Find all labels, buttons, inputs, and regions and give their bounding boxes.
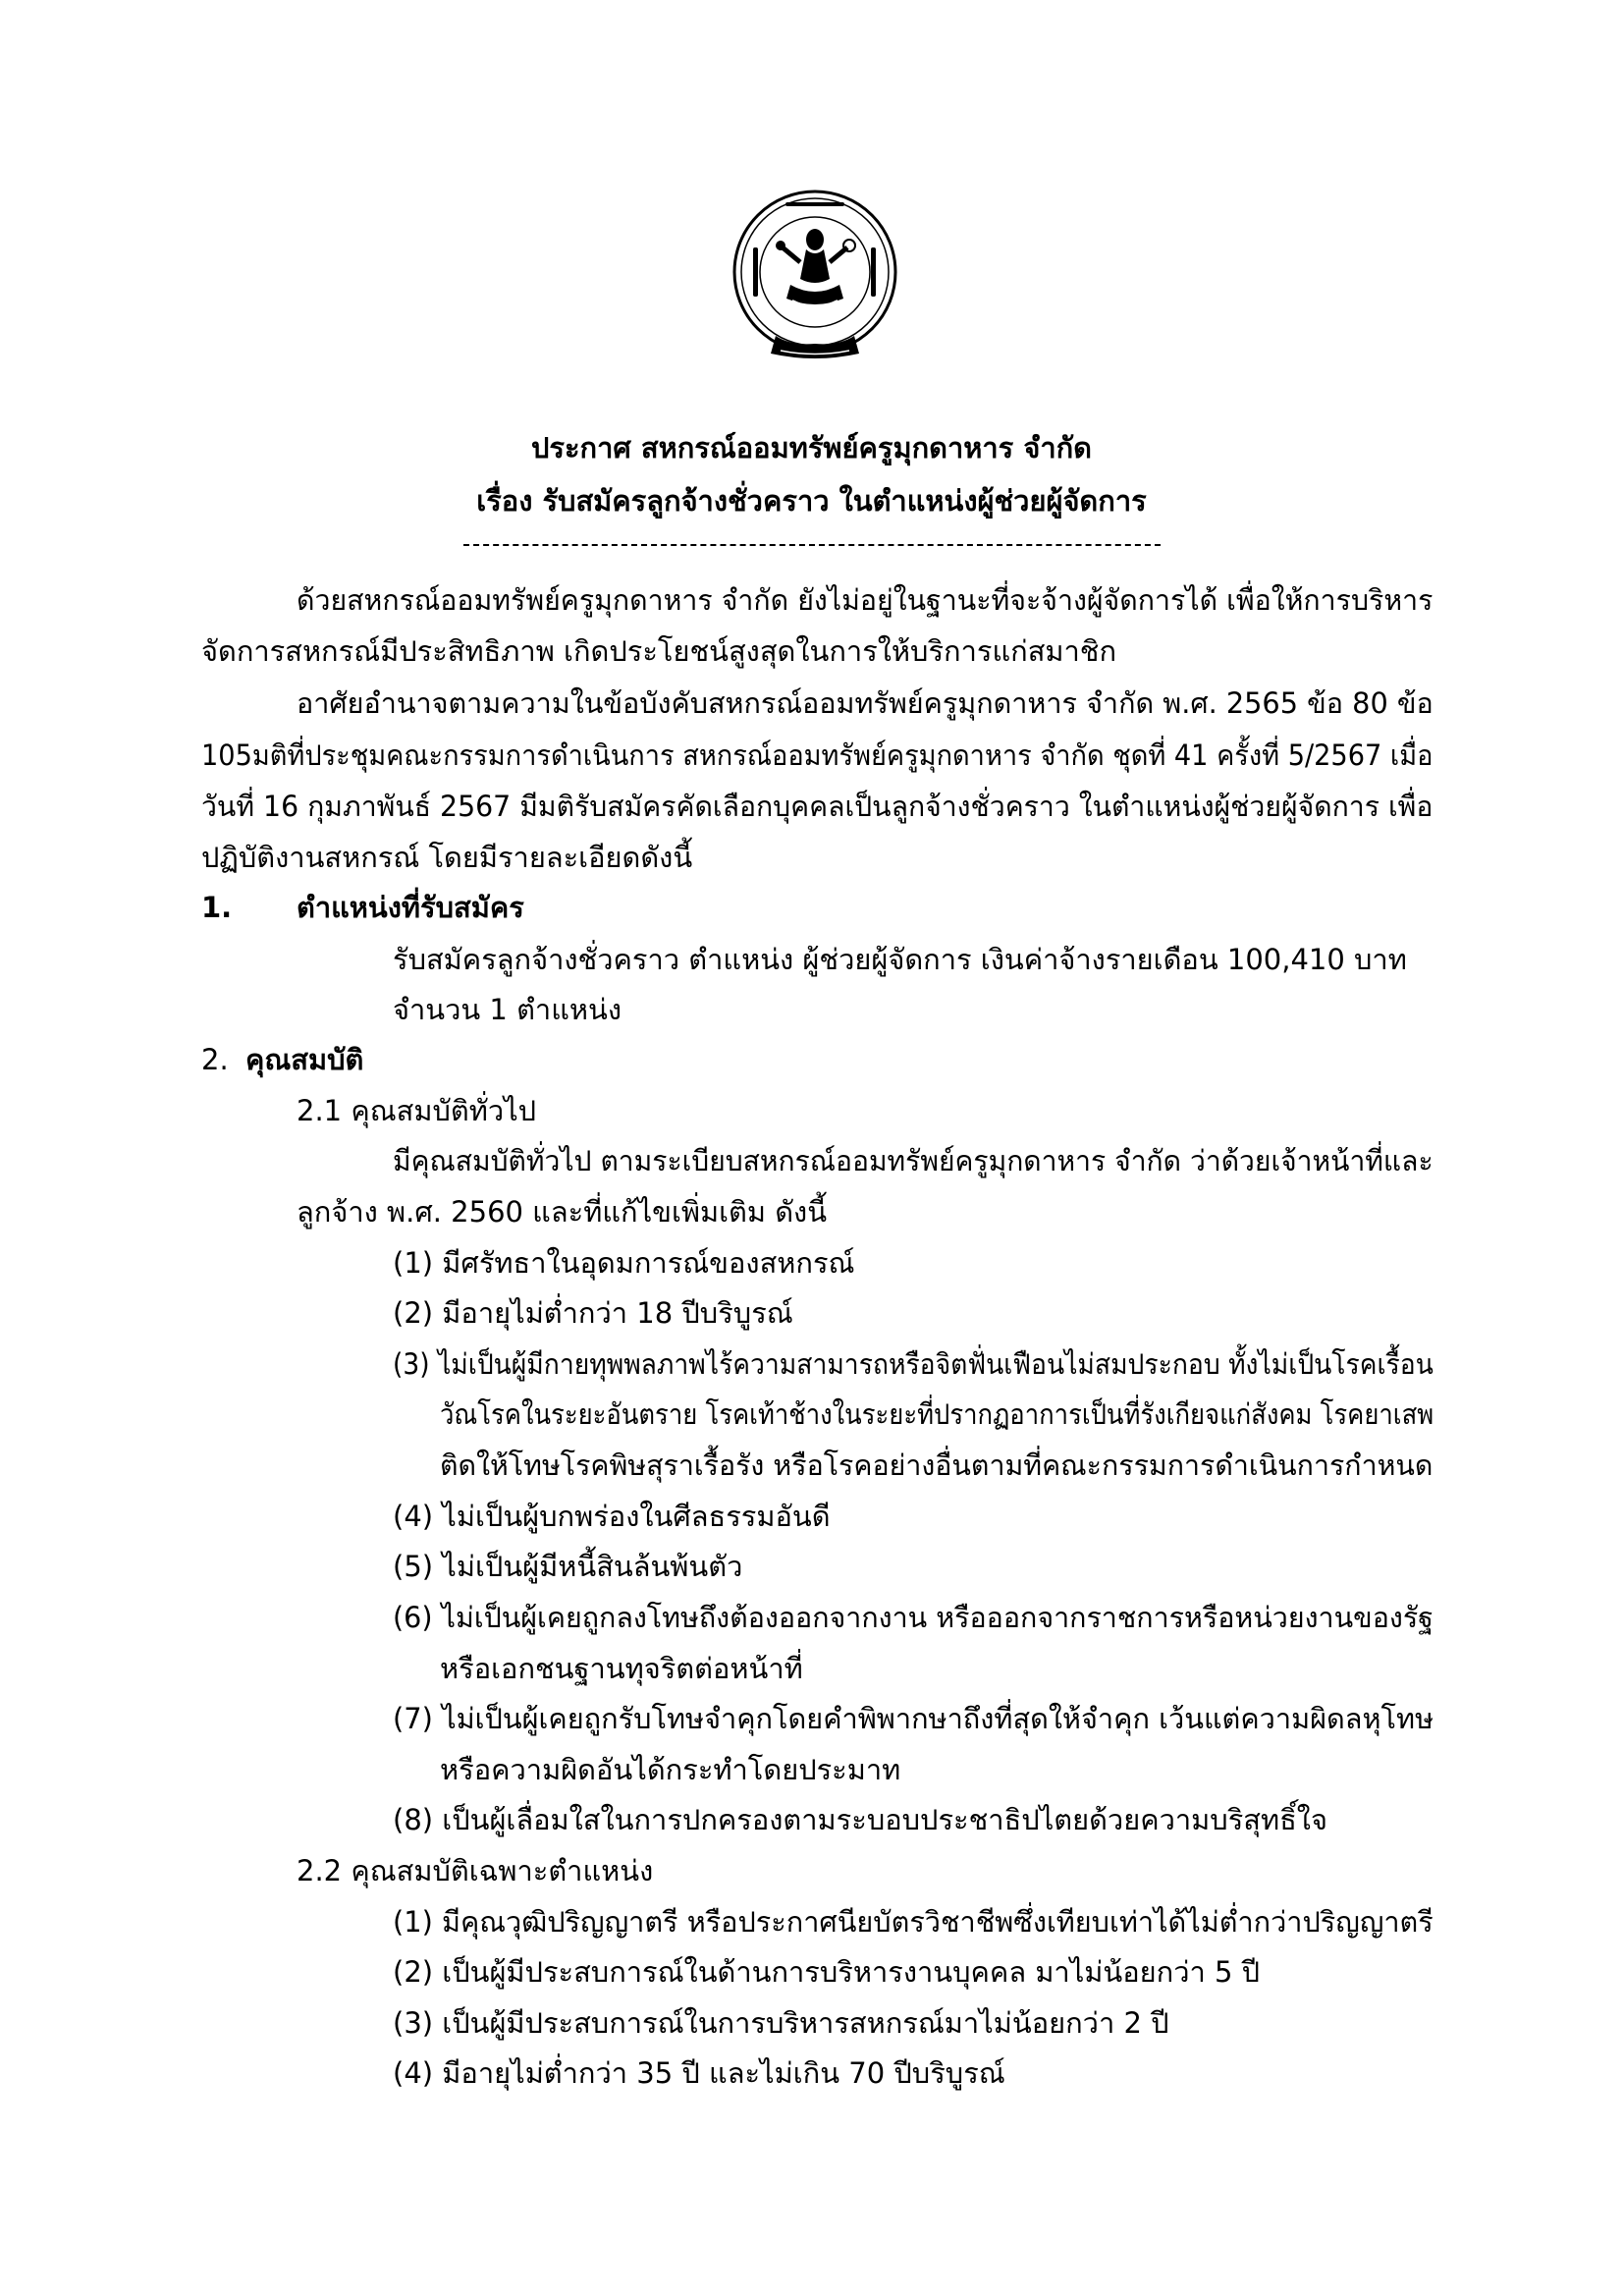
intro-p2-line2: 105มติที่ประชุมคณะกรรมการดำเนินการ สหกรณ์ออมทรัพย์ครูมุกดาหาร จำกัด ชุดที่ 41 ครั้งที่ 5/2567 เมื่อ bbox=[201, 738, 1434, 772]
intro-p2-line4: ปฏิบัติงานสหกรณ์ โดยมีรายละเอียดดังนี้ bbox=[201, 841, 693, 874]
specific-item-1: (1) มีคุณวุฒิปริญญาตรี หรือประกาศนียบัตรวิชาชีพซึ่งเทียบเท่าได้ไม่ต่ำกว่าปริญญาตรี bbox=[393, 1905, 1434, 1939]
intro-p1-line2: จัดการสหกรณ์มีประสิทธิภาพ เกิดประโยชน์สูงสุดในการให้บริการแก่สมาชิก bbox=[201, 634, 1117, 668]
general-item-7-line1: (7) ไม่เป็นผู้เคยถูกรับโทษจำคุกโดยคำพิพากษาถึงที่สุดให้จำคุก เว้นแต่ความผิดลหุโทษ bbox=[393, 1702, 1434, 1735]
specific-qualifications-heading: 2.2 คุณสมบัติเฉพาะตำแหน่ง bbox=[297, 1854, 654, 1887]
general-intro-line2: ลูกจ้าง พ.ศ. 2560 และที่แก้ไขเพิ่มเติม ดังนี้ bbox=[297, 1195, 828, 1229]
general-item-4: (4) ไม่เป็นผู้บกพร่องในศีลธรรมอันดี bbox=[393, 1500, 831, 1533]
general-qualifications-heading: 2.1 คุณสมบัติทั่วไป bbox=[297, 1094, 537, 1127]
general-item-1: (1) มีศรัทธาในอุดมการณ์ของสหกรณ์ bbox=[393, 1246, 855, 1280]
section1-number: 1. bbox=[201, 891, 233, 924]
specific-item-4: (4) มีอายุไม่ต่ำกว่า 35 ปี และไม่เกิน 70 ปีบริบูรณ์ bbox=[393, 2056, 1005, 2090]
general-item-6-line1: (6) ไม่เป็นผู้เคยถูกลงโทษถึงต้องออกจากงาน หรือออกจากราชการหรือหน่วยงานของรัฐ bbox=[393, 1601, 1434, 1634]
specific-item-2: (2) เป็นผู้มีประสบการณ์ในด้านการบริหารงานบุคคล มาไม่น้อยกว่า 5 ปี bbox=[393, 1955, 1261, 1989]
title-separator bbox=[463, 544, 1161, 546]
announcement-subject: เรื่อง รับสมัครลูกจ้างชั่วคราว ในตำแหน่งผู้ช่วยผู้จัดการ bbox=[476, 484, 1147, 518]
section1-line2: จำนวน 1 ตำแหน่ง bbox=[393, 993, 622, 1026]
general-item-8: (8) เป็นผู้เลื่อมใสในการปกครองตามระบอบประชาธิปไตยด้วยความบริสุทธิ์ใจ bbox=[393, 1803, 1327, 1836]
section1-heading: ตำแหน่งที่รับสมัคร bbox=[297, 891, 524, 924]
general-item-6-line2: หรือเอกชนฐานทุจริตต่อหน้าที่ bbox=[440, 1652, 803, 1685]
general-item-2: (2) มีอายุไม่ต่ำกว่า 18 ปีบริบูรณ์ bbox=[393, 1296, 793, 1330]
intro-p2-line3: วันที่ 16 กุมภาพันธ์ 2567 มีมติรับสมัครคัดเลือกบุคคลเป็นลูกจ้างชั่วคราว ในตำแหน่งผู้ช่วยผู้จัดการ เพื่อ bbox=[201, 790, 1434, 823]
section2-heading: คุณสมบัติ bbox=[245, 1043, 364, 1076]
general-item-5: (5) ไม่เป็นผู้มีหนี้สินล้นพ้นตัว bbox=[393, 1550, 743, 1583]
intro-p2-line1: อาศัยอำนาจตามความในข้อบังคับสหกรณ์ออมทรัพย์ครูมุกดาหาร จำกัด พ.ศ. 2565 ข้อ 80 ข้อ bbox=[297, 686, 1434, 720]
announcement-title: ประกาศ สหกรณ์ออมทรัพย์ครูมุกดาหาร จำกัด bbox=[530, 431, 1093, 465]
cooperative-seal-logo bbox=[731, 189, 898, 380]
section1-line1: รับสมัครลูกจ้างชั่วคราว ตำแหน่ง ผู้ช่วยผู้จัดการ เงินค่าจ้างรายเดือน 100,410 บาท bbox=[393, 943, 1407, 976]
general-item-7-line2: หรือความผิดอันได้กระทำโดยประมาท bbox=[440, 1753, 901, 1786]
section2-number: 2. bbox=[201, 1043, 229, 1076]
intro-p1-line1: ด้วยสหกรณ์ออมทรัพย์ครูมุกดาหาร จำกัด ยังไม่อยู่ในฐานะที่จะจ้างผู้จัดการได้ เพื่อให้การบริหาร bbox=[297, 583, 1434, 617]
general-item-3-line2: วัณโรคในระยะอันตราย โรคเท้าช้างในระยะที่ปรากฏอาการเป็นที่รังเกียจแก่สังคม โรคยาเสพ bbox=[440, 1397, 1434, 1431]
specific-item-3: (3) เป็นผู้มีประสบการณ์ในการบริหารสหกรณ์มาไม่น้อยกว่า 2 ปี bbox=[393, 2006, 1169, 2040]
general-intro-line1: มีคุณสมบัติทั่วไป ตามระเบียบสหกรณ์ออมทรัพย์ครูมุกดาหาร จำกัด ว่าด้วยเจ้าหน้าที่และ bbox=[393, 1144, 1434, 1177]
general-item-3-line1: (3) ไม่เป็นผู้มีกายทุพพลภาพไร้ความสามารถหรือจิตฟั่นเฟือนไม่สมประกอบ ทั้งไม่เป็นโรคเรื้อน bbox=[393, 1347, 1434, 1381]
general-item-3-line3: ติดให้โทษโรคพิษสุราเรื้อรัง หรือโรคอย่างอื่นตามที่คณะกรรมการดำเนินการกำหนด bbox=[440, 1449, 1434, 1482]
